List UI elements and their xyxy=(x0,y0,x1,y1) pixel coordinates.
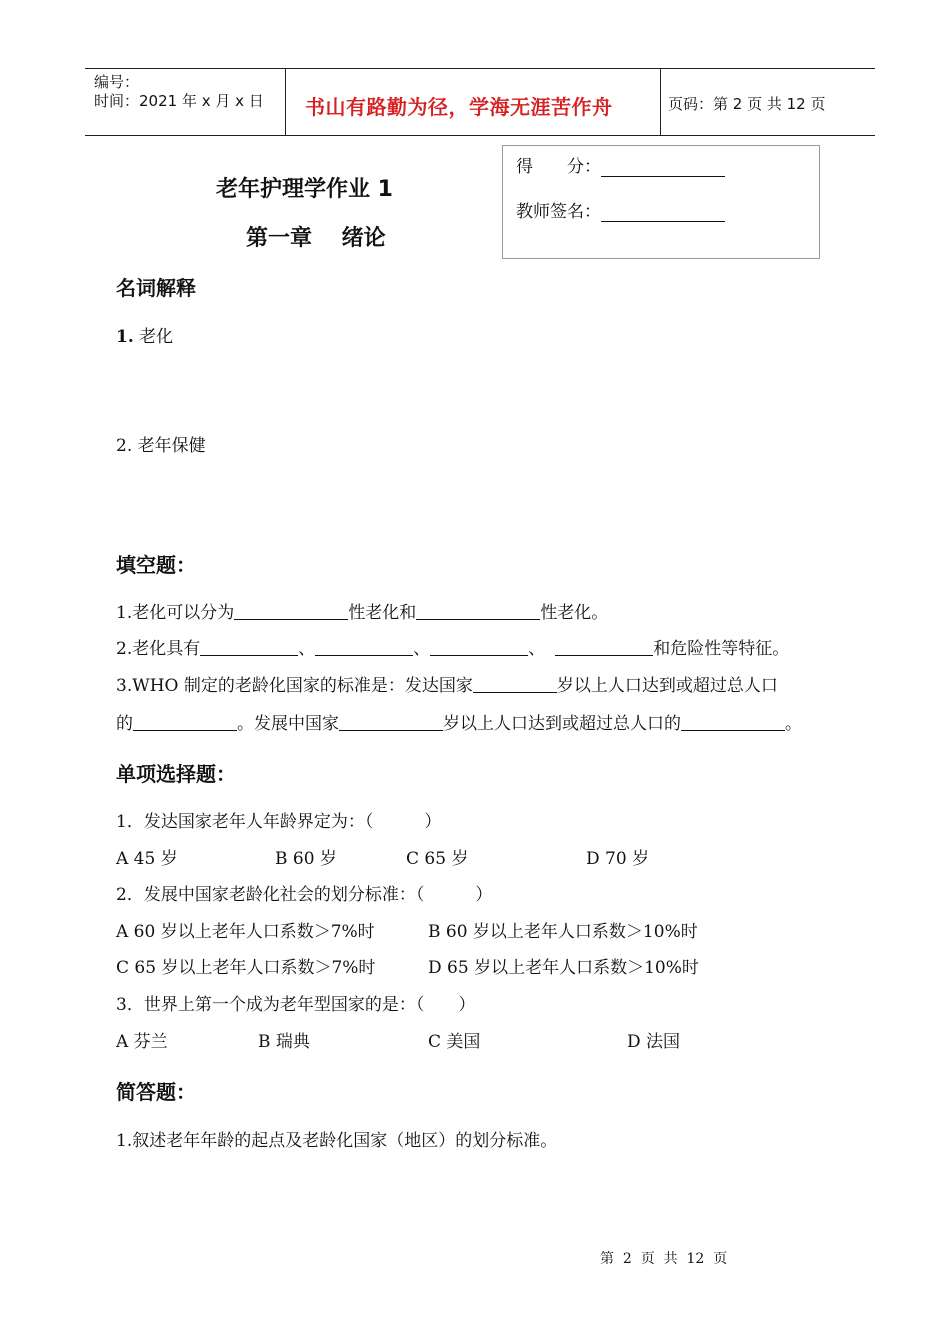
header-bottom-rule xyxy=(85,135,875,136)
term-number: 1. xyxy=(116,327,134,347)
choice-option[interactable]: D 70 岁 xyxy=(586,849,650,869)
section-heading-fill: 填空题： xyxy=(116,553,196,577)
choice-question-3: 3．世界上第一个成为老年型国家的是：（ ） xyxy=(116,995,476,1015)
header-top-rule xyxy=(85,68,875,69)
fill-separator: 、 xyxy=(298,639,316,659)
fill-separator: 、 xyxy=(528,639,546,659)
fill-blank[interactable] xyxy=(430,638,528,656)
fill-text: 。 xyxy=(785,714,802,734)
term-item xyxy=(116,431,206,456)
score-label: 得 分： xyxy=(516,157,601,177)
choice-option[interactable]: A 60 岁以上老年人口系数＞7%时 xyxy=(116,922,375,942)
choice-option[interactable]: D 65 岁以上老年人口系数＞10%时 xyxy=(428,958,699,978)
fill-text: 岁以上人口达到或超过总人口 xyxy=(556,676,778,696)
choice-option[interactable]: A 芬兰 xyxy=(116,1032,168,1052)
term-item xyxy=(116,322,173,347)
choice-question-1: 1．发达国家老年人年龄界定为：（ ） xyxy=(116,812,442,832)
section-heading-short: 简答题： xyxy=(116,1080,196,1104)
fill-text: 的 xyxy=(116,714,133,734)
time-label: 时间：2021 年 x 月 x 日 xyxy=(94,92,264,110)
short-question-1: 1.叙述老年年龄的起点及老龄化国家（地区）的划分标准。 xyxy=(116,1131,558,1151)
chapter-title: 第一章 绪论 xyxy=(246,226,386,251)
fill-text: 2.老化具有 xyxy=(116,639,201,659)
fill-question-1 xyxy=(116,598,608,623)
choice-option[interactable]: B 60 岁 xyxy=(275,849,337,869)
fill-text: 1.老化可以分为 xyxy=(116,603,235,623)
header-divider xyxy=(285,68,286,136)
page-title: 老年护理学作业 1 xyxy=(216,177,393,202)
fill-blank[interactable] xyxy=(234,602,348,620)
page-footer: 第 2 页 共 12 页 xyxy=(600,1251,728,1267)
motto: 书山有路勤为径，学海无涯苦作舟 xyxy=(305,95,613,119)
choice-question-2: 2．发展中国家老龄化社会的划分标准：（ ） xyxy=(116,885,493,905)
choice-option[interactable]: A 45 岁 xyxy=(116,849,178,869)
choice-option[interactable]: B 瑞典 xyxy=(258,1032,310,1052)
term-text: 老年保健 xyxy=(132,436,206,456)
fill-text: 和危险性等特征。 xyxy=(653,639,790,659)
fill-blank[interactable] xyxy=(339,713,443,731)
choice-option[interactable]: C 65 岁以上老年人口系数＞7%时 xyxy=(116,958,376,978)
term-text: 老化 xyxy=(133,327,174,347)
score-field[interactable] xyxy=(601,158,725,177)
fill-blank[interactable] xyxy=(200,638,298,656)
fill-text: 3.WHO 制定的老龄化国家的标准是：发达国家 xyxy=(116,676,473,696)
fill-text: 性老化和 xyxy=(348,603,417,623)
choice-option[interactable]: D 法国 xyxy=(627,1032,681,1052)
choice-option[interactable]: C 美国 xyxy=(428,1032,481,1052)
fill-blank[interactable] xyxy=(473,675,557,693)
fill-text: 岁以上人口达到或超过总人口的 xyxy=(443,714,681,734)
fill-separator: 、 xyxy=(413,639,431,659)
fill-blank[interactable] xyxy=(555,638,653,656)
fill-question-3-line2 xyxy=(116,709,802,734)
score-box xyxy=(502,145,820,259)
fill-blank[interactable] xyxy=(315,638,413,656)
teacher-signature-field[interactable] xyxy=(601,203,725,222)
page-info: 页码：第 2 页 共 12 页 xyxy=(668,95,826,113)
choice-option[interactable]: C 65 岁 xyxy=(406,849,469,869)
header-divider xyxy=(660,68,661,136)
fill-question-3-line1 xyxy=(116,671,778,696)
score-row xyxy=(516,152,725,177)
fill-text: 。发展中国家 xyxy=(237,714,339,734)
fill-text: 性老化。 xyxy=(540,603,609,623)
teacher-label: 教师签名： xyxy=(516,202,601,222)
serial-label: 编号： xyxy=(94,73,140,91)
fill-blank[interactable] xyxy=(681,713,785,731)
fill-question-2 xyxy=(116,634,789,659)
section-heading-terms: 名词解释 xyxy=(116,276,196,300)
fill-blank[interactable] xyxy=(133,713,237,731)
section-heading-choice: 单项选择题： xyxy=(116,762,236,786)
term-number: 2. xyxy=(116,436,133,456)
teacher-row xyxy=(516,197,725,222)
fill-blank[interactable] xyxy=(416,602,540,620)
choice-option[interactable]: B 60 岁以上老年人口系数＞10%时 xyxy=(428,922,698,942)
